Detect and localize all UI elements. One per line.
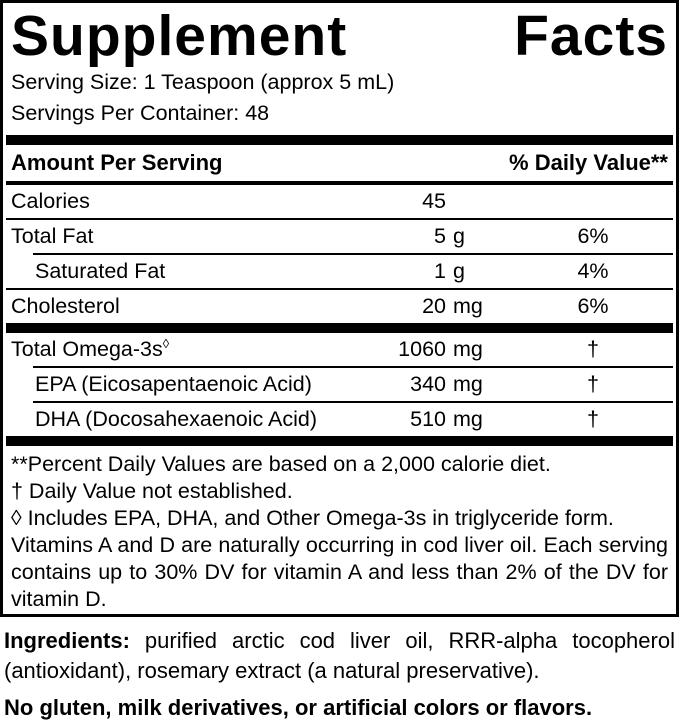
table-row-epa [3,368,676,401]
ingredients-paragraph [4,626,675,685]
row-label-text: Total Omega-3s [11,337,163,361]
title-word-supplement: Supplement [11,4,348,68]
row-label: EPA (Eicosapentaenoic Acid) [35,372,312,396]
footnote-dagger: † Daily Value not established. [11,479,293,503]
amount-per-serving-header: Amount Per Serving [11,150,223,175]
table-row-dha [3,403,676,436]
serving-size-line: Serving Size: 1 Teaspoon (approx 5 mL) [11,70,395,94]
table-header [3,145,676,181]
allergen-statement: No gluten, milk derivatives, or artificial colors or flavors. [4,695,593,720]
row-amount: 20 [422,294,446,318]
row-label: Total Fat [11,224,94,248]
ingredients-text: purified arctic cod liver oil, RRR-alpha tocopherol (antioxidant), rosemary extract (a natural preservative). [4,628,675,683]
thick-divider-bottom [6,436,673,446]
row-label [11,337,351,362]
row-unit: mg [453,372,483,396]
row-unit: mg [453,337,483,361]
row-label: Saturated Fat [35,259,166,283]
row-daily-value: 6% [577,224,609,248]
table-row-total-omega3s [3,333,676,366]
row-daily-value: † [587,372,599,396]
footnote-diamond: ◊ Includes EPA, DHA, and Other Omega-3s in triglyceride form. [11,506,614,530]
row-unit: mg [453,294,483,318]
ingredients-label: Ingredients: [4,628,130,653]
row-amount: 45 [422,189,446,213]
diamond-footnote-marker: ◊ [162,335,170,351]
thick-divider-top [6,135,673,145]
row-daily-value: † [587,407,599,431]
row-daily-value: 4% [577,259,609,283]
row-daily-value: 6% [577,294,609,318]
panel-title [3,3,676,68]
table-row-cholesterol [3,290,676,323]
footnote-vitamins: Vitamins A and D are naturally occurring in cod liver oil. Each serving contains up to 30% DV for vitamin A and less than 2% of the DV for vitamin D. [11,533,668,611]
thick-divider-middle [6,323,673,333]
row-amount: 340 [410,372,446,396]
serving-info [3,65,676,135]
table-row-calories [3,185,676,218]
row-label: Cholesterol [11,294,120,318]
row-label: DHA (Docosahexaenoic Acid) [35,407,318,431]
footnotes-block [3,446,676,614]
row-unit: mg [453,407,483,431]
row-amount: 1 [434,259,446,283]
row-unit: g [453,224,465,248]
row-amount: 510 [410,407,446,431]
table-row-total-fat [3,220,676,253]
row-daily-value: † [587,337,599,361]
servings-per-container-line: Servings Per Container: 48 [11,101,270,125]
row-label: Calories [11,189,90,213]
row-amount: 5 [434,224,446,248]
footnote-daily-values: **Percent Daily Values are based on a 2,000 calorie diet. [11,452,551,476]
row-unit: g [453,259,465,283]
daily-value-header: % Daily Value** [509,150,668,175]
table-row-saturated-fat [3,255,676,288]
row-amount: 1060 [398,337,446,361]
title-word-facts: Facts [514,4,668,68]
